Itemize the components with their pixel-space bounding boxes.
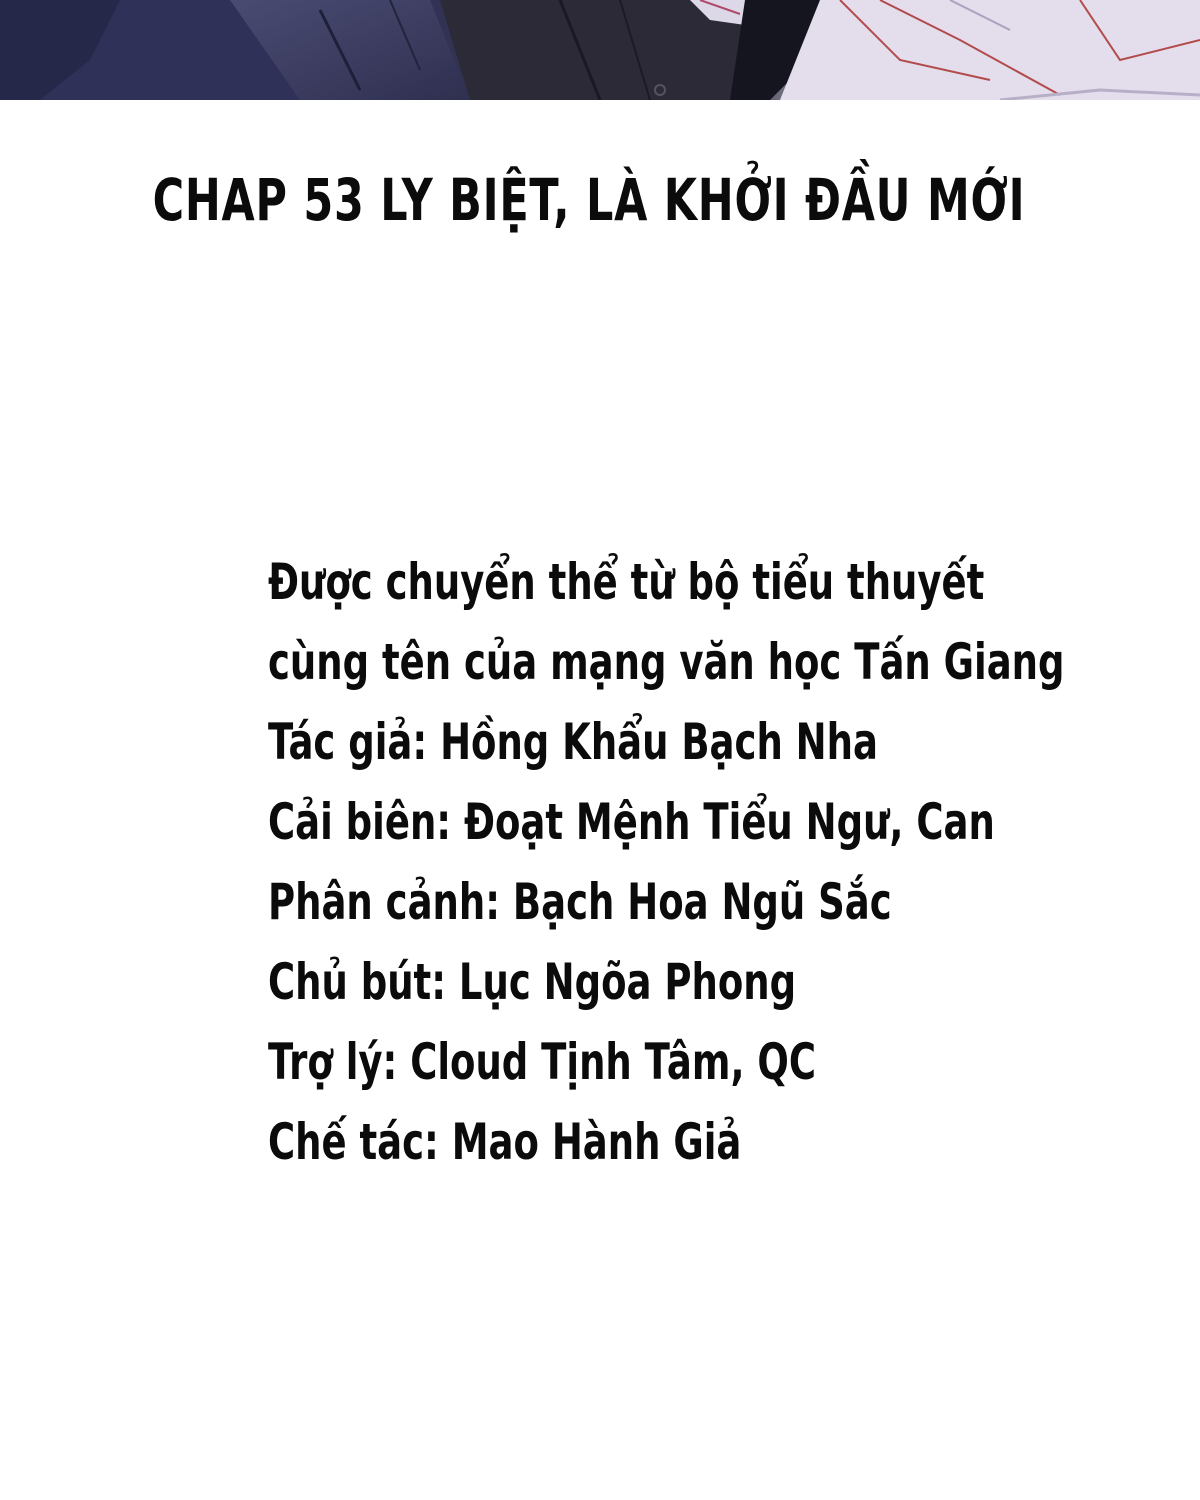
credit-line-adaptation: Cải biên: Đoạt Mệnh Tiểu Ngư, Can <box>268 793 995 851</box>
credit-line-lead-artist: Chủ bút: Lục Ngõa Phong <box>268 953 797 1011</box>
credit-line-source: Được chuyển thể từ bộ tiểu thuyết <box>268 553 985 611</box>
manga-panel-artwork <box>0 0 1200 100</box>
credit-line-source-cont: cùng tên của mạng văn học Tấn Giang <box>268 633 1065 691</box>
chapter-title: CHAP 53 LY BIỆT, LÀ KHỞI ĐẦU MỚI <box>152 166 1026 234</box>
credits-block <box>268 542 1065 1182</box>
credit-line-author: Tác giả: Hồng Khẩu Bạch Nha <box>268 713 878 771</box>
credit-line-assistant: Trợ lý: Cloud Tịnh Tâm, QC <box>268 1033 816 1091</box>
credit-line-storyboard: Phân cảnh: Bạch Hoa Ngũ Sắc <box>268 873 892 931</box>
credit-line-production: Chế tác: Mao Hành Giả <box>268 1113 742 1171</box>
